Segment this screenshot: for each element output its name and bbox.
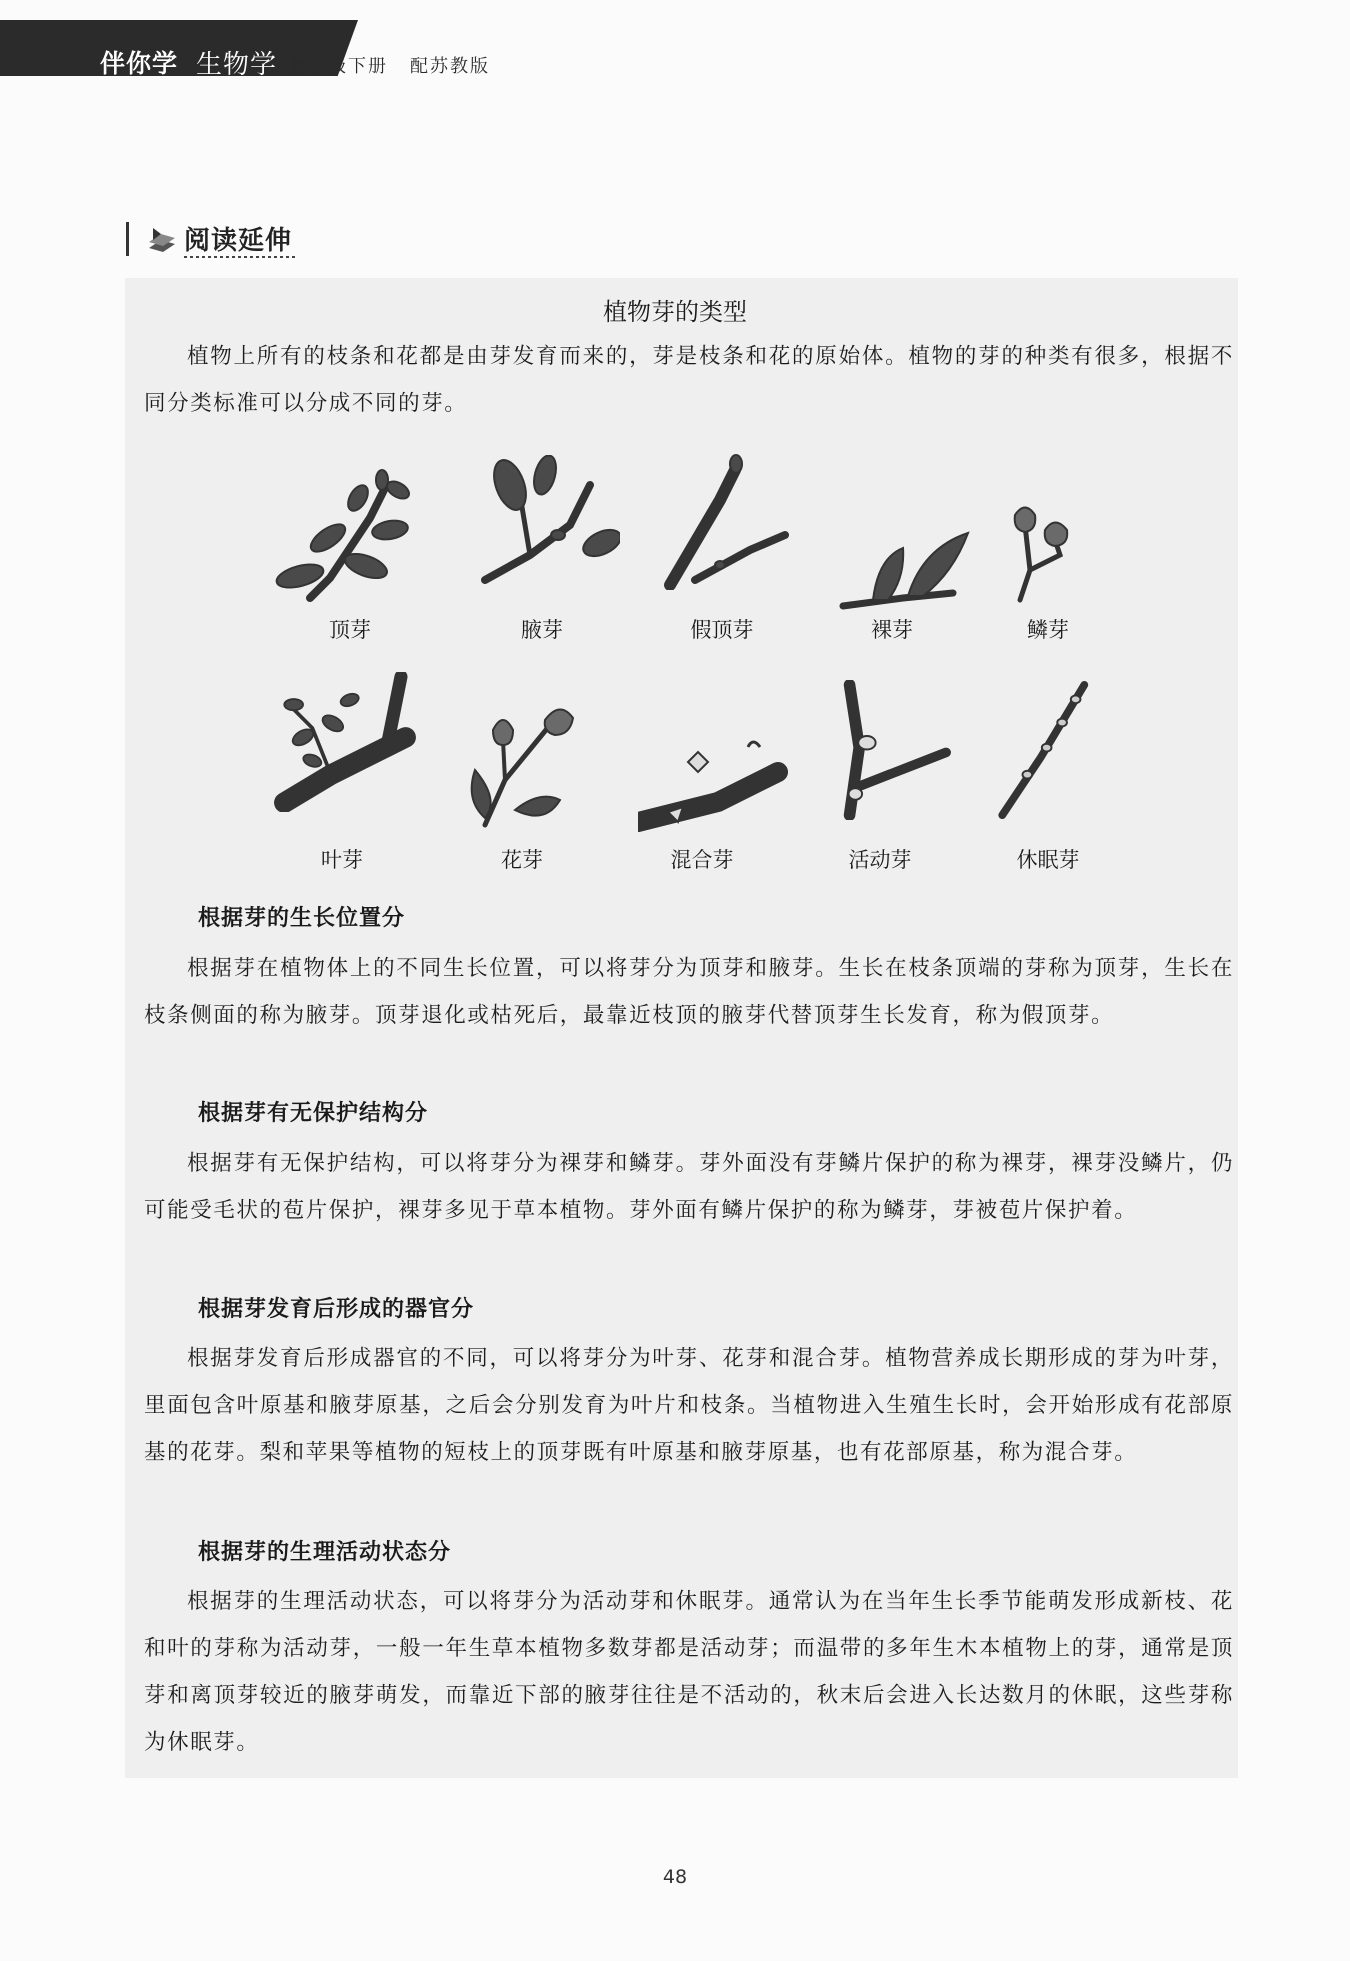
section-title-underline <box>184 256 296 258</box>
leaf-bud-label: 叶芽 <box>321 848 363 872</box>
grade-label: 七年级下册 <box>288 56 388 77</box>
axillary-bud-illustration <box>470 455 620 595</box>
series-name: 伴你学 <box>100 49 179 78</box>
dormant-bud-label: 休眠芽 <box>1016 848 1080 872</box>
naked-bud-label: 裸芽 <box>871 618 913 642</box>
section-heading: 根据芽的生长位置分 <box>198 906 406 931</box>
section-heading: 根据芽发育后形成的器官分 <box>198 1297 475 1322</box>
section-marker-bar <box>126 222 129 256</box>
dormant-bud-illustration <box>990 680 1140 820</box>
scaly-bud-label: 鳞芽 <box>1027 618 1069 642</box>
flower-bud-label: 花芽 <box>501 848 543 872</box>
section-heading: 根据芽有无保护结构分 <box>198 1101 429 1126</box>
section-paragraph: 根据芽有无保护结构，可以将芽分为裸芽和鳞芽。芽外面没有芽鳞片保护的称为裸芽，裸芽没鳞片，仍可能受毛状的苞片保护，裸芽多见于草本植物。芽外面有鳞片保护的称为鳞芽，芽被苞片保护着。 <box>144 1151 1234 1223</box>
leaf-bud-illustration <box>270 672 420 812</box>
active-bud-label: 活动芽 <box>848 848 912 872</box>
flower-bud-illustration <box>455 695 605 835</box>
intro-paragraph: 植物上所有的枝条和花都是由芽发育而来的，芽是枝条和花的原始体。植物的芽的种类有很多，根据不同分类标准可以分成不同的芽。 <box>144 344 1234 416</box>
subject-name: 生物学 <box>196 50 278 80</box>
edition-label: 配苏教版 <box>410 56 490 77</box>
scaly-bud-illustration <box>985 485 1135 625</box>
mixed-bud-label: 混合芽 <box>670 848 734 872</box>
axillary-bud-label: 腋芽 <box>521 618 563 642</box>
false-terminal-bud-label: 假顶芽 <box>690 618 754 642</box>
section-paragraph: 根据芽发育后形成器官的不同，可以将芽分为叶芽、花芽和混合芽。植物营养成长期形成的芽为叶芽，里面包含叶原基和腋芽原基，之后会分别发育为叶片和枝条。当植物进入生殖生长时，会开始形成有花部原基的花芽。梨和苹果等植物的短枝上的顶芽既有叶原基和腋芽原基，也有花部原基，称为混合芽。 <box>144 1346 1234 1465</box>
book-stack-icon <box>141 222 177 256</box>
section-heading: 根据芽的生理活动状态分 <box>198 1540 452 1565</box>
terminal-bud-label: 顶芽 <box>329 618 371 642</box>
false-terminal-bud-illustration <box>650 450 800 590</box>
section-title: 阅读延伸 <box>184 226 293 256</box>
section-paragraph: 根据芽的生理活动状态，可以将芽分为活动芽和休眠芽。通常认为在当年生长季节能萌发形成新枝、花和叶的芽称为活动芽，一般一年生草本植物多数芽都是活动芽；而温带的多年生木本植物上的芽，通常是顶芽和离顶芽较近的腋芽萌发，而靠近下部的腋芽往往是不活动的，秋末后会进入长达数月的休眠，这些芽称为休眠芽。 <box>144 1589 1234 1755</box>
terminal-bud-illustration <box>270 468 420 608</box>
active-bud-illustration <box>818 680 968 820</box>
page-number: 48 <box>662 1866 688 1888</box>
mixed-bud-illustration <box>638 712 788 852</box>
article-title: 植物芽的类型 <box>603 298 747 326</box>
section-paragraph: 根据芽在植物体上的不同生长位置，可以将芽分为顶芽和腋芽。生长在枝条顶端的芽称为顶芽，生长在枝条侧面的称为腋芽。顶芽退化或枯死后，最靠近枝顶的腋芽代替顶芽生长发育，称为假顶芽。 <box>144 956 1234 1028</box>
